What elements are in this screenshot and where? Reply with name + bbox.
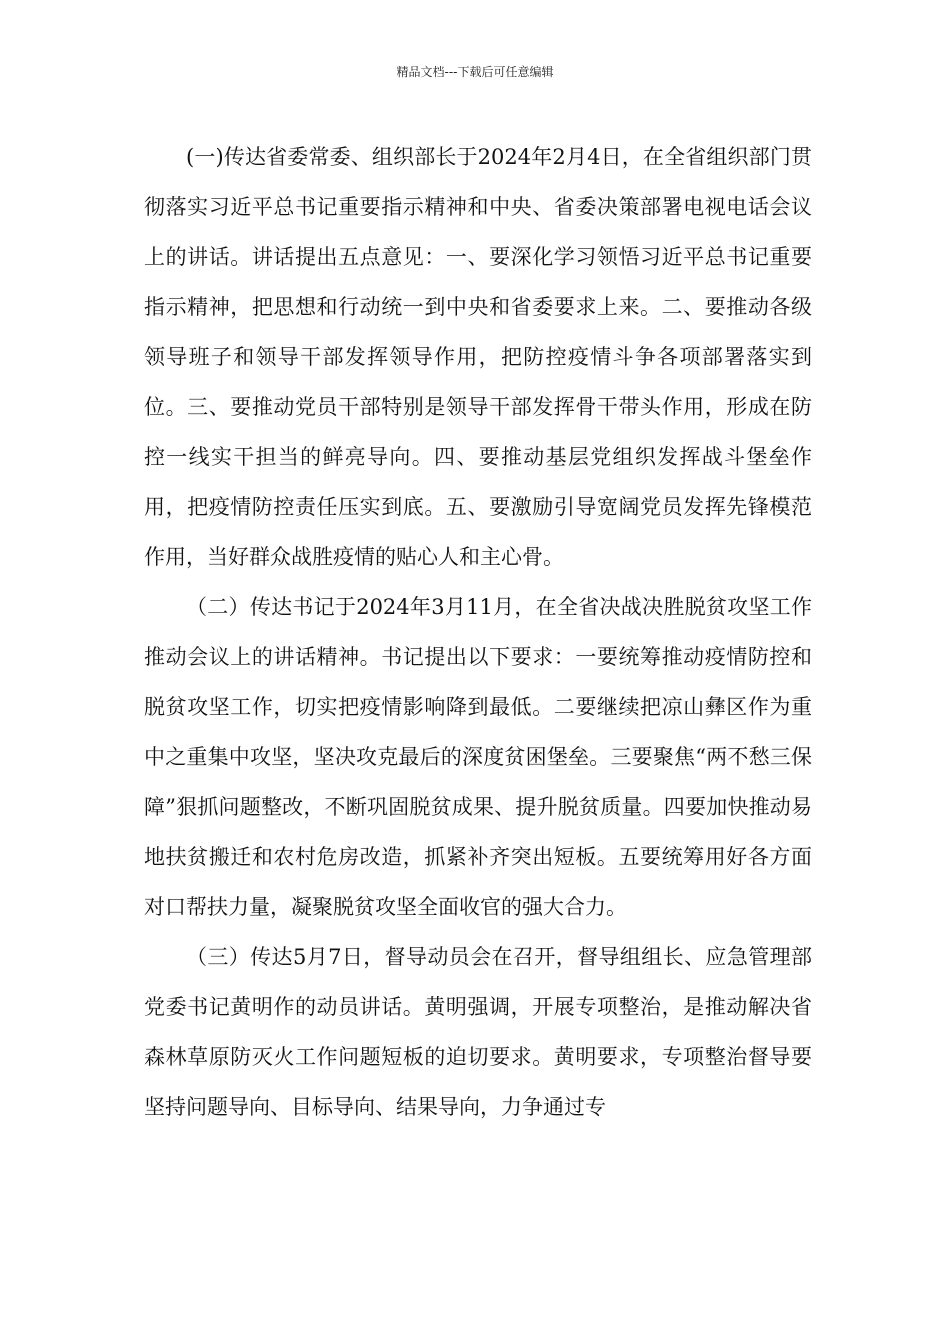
page-header: 精品文档---下载后可任意编辑	[396, 65, 554, 79]
paragraph-2: （二）传达书记于2024年3月11月，在全省决战决胜脱贫攻坚工作推动会议上的讲话精神。书记提出以下要求：一要统筹推动疫情防控和脱贫攻坚工作，切实把疫情影响降到最低。二要继续把凉山彝区作为重中之重集中攻坚，坚决攻克最后的深度贫困堡垒。三要聚焦“两不愁三保障”狠抓问题整改，不断巩固脱贫成果、提升脱贫质量。四要加快推动易地扶贫搬迁和农村危房改造，抓紧补齐突出短板。五要统筹用好各方面对口帮扶力量，凝聚脱贫攻坚全面收官的强大合力。	[144, 595, 812, 919]
paragraph-1: (一)传达省委常委、组织部长于2024年2月4日，在全省组织部门贯彻落实习近平总书记重要指示精神和中央、省委决策部署电视电话会议上的讲话。讲话提出五点意见：一、要深化学习领悟习近平总书记重要指示精神，把思想和行动统一到中央和省委要求上来。二、要推动各级领导班子和领导干部发挥领导作用，把防控疫情斗争各项部署落实到位。三、要推动党员干部特别是领导干部发挥骨干带头作用，形成在防控一线实干担当的鲜亮导向。四、要推动基层党组织发挥战斗堡垒作用，把疫情防控责任压实到底。五、要激励引导宽阔党员发挥先锋模范作用，当好群众战胜疫情的贴心人和主心骨。	[144, 145, 812, 569]
document-body	[144, 132, 812, 1132]
paragraph-3: （三）传达5月7日，督导动员会在召开，督导组组长、应急管理部党委书记黄明作的动员讲话。黄明强调，开展专项整治，是推动解决省森林草原防灭火工作问题短板的迫切要求。黄明要求，专项整治督导要坚持问题导向、目标导向、结果导向，力争通过专	[144, 945, 812, 1119]
